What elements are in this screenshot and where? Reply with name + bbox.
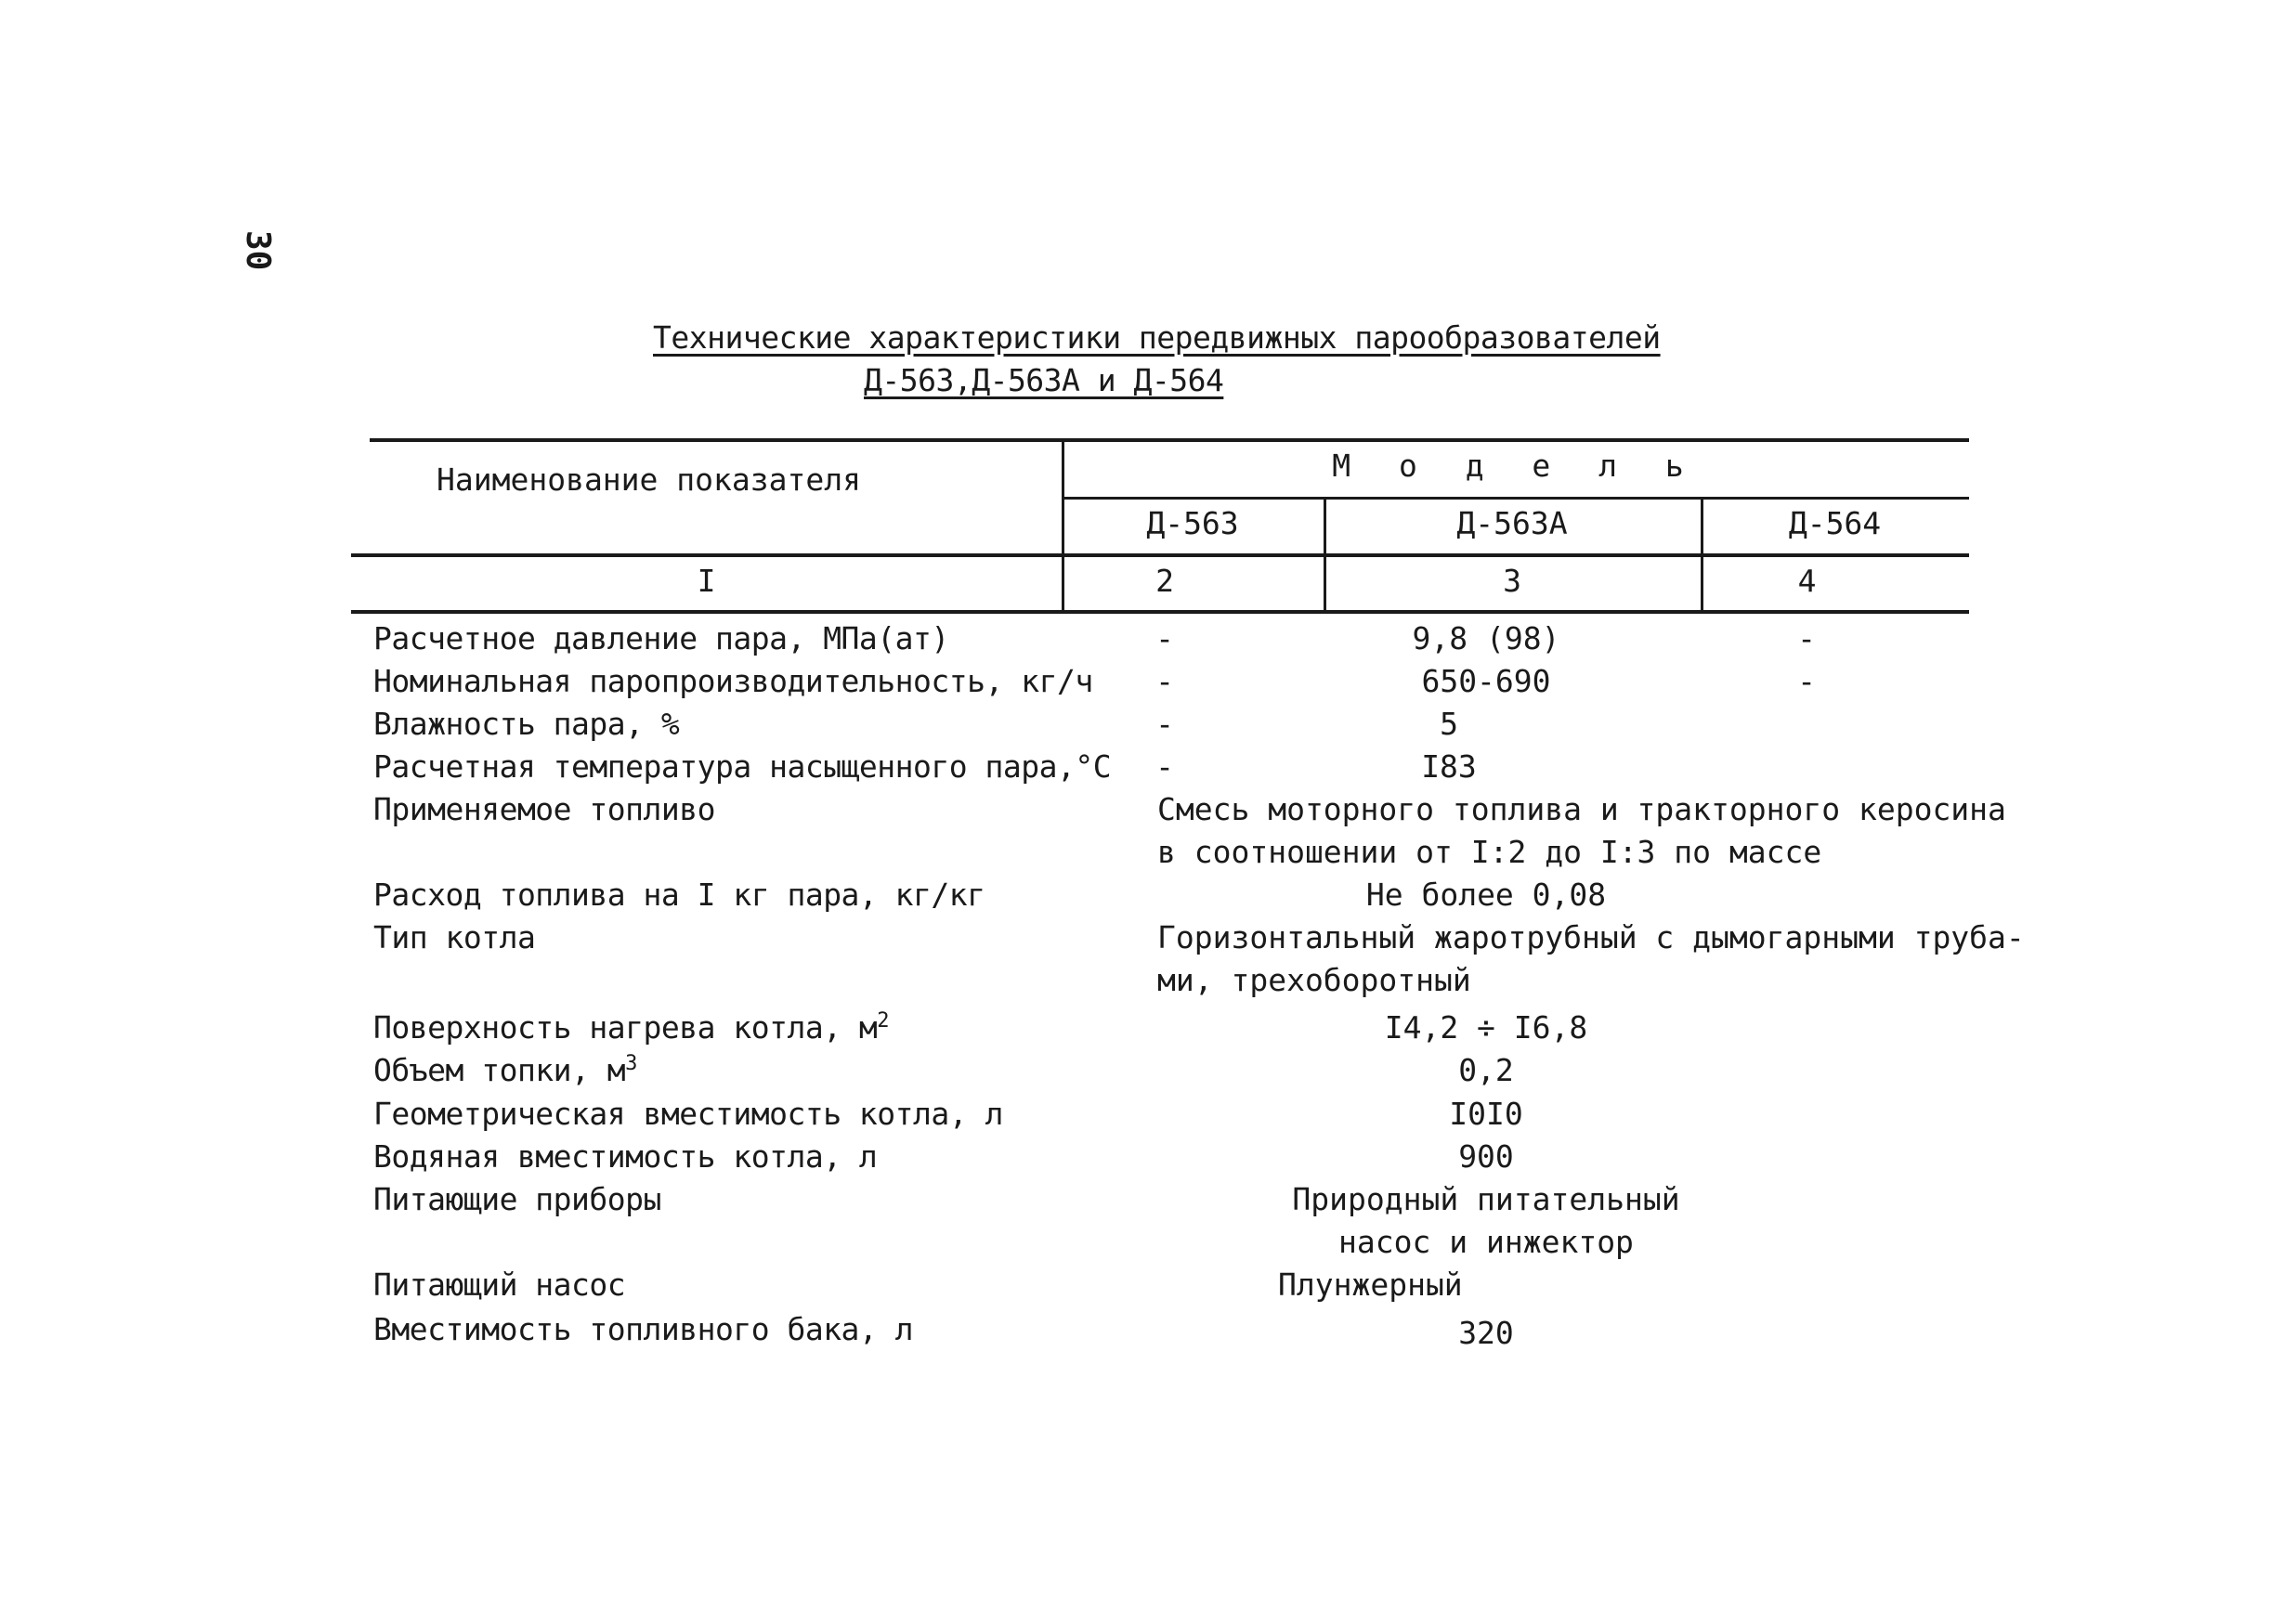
row-label-heating-surface [373, 1009, 889, 1046]
page-number: 30 [239, 230, 277, 271]
row-label-capacity: Номинальная паропроизводительность, кг/ч [373, 663, 1093, 699]
col-number-2: 2 [1155, 563, 1174, 599]
col-number-1: I [697, 563, 716, 599]
temperature-label-text: Расчетная температура насыщенного пара, [373, 748, 1076, 785]
row-label-feed-pump: Питающий насос [373, 1267, 626, 1303]
furnace-volume-label-text: Объем топки, м [373, 1052, 626, 1088]
row-label-furnace-volume [373, 1052, 637, 1088]
value-pressure-d563: - [1155, 620, 1174, 656]
value-boiler-type-line2: ми, трехоборотный [1157, 962, 1471, 998]
value-fuel-line2: в соотношении от I:2 до I:3 по массе [1157, 834, 1822, 870]
value-feed-devices-line2: насос и инжектор [1338, 1224, 1634, 1260]
row-label-fuel: Применяемое топливо [373, 791, 715, 827]
header-rule [351, 553, 1969, 557]
temperature-unit: °C [1075, 748, 1112, 785]
value-pressure-d563a: 9,8 (98) [1412, 620, 1560, 656]
value-heating-surface: I4,2 ÷ I6,8 [1384, 1009, 1588, 1046]
row-label-fuel-tank: Вместимость топливного бака, л [373, 1311, 914, 1347]
row-label-fuel-consumption: Расход топлива на I кг пара, кг/кг [373, 877, 985, 913]
heating-surface-label-text: Поверхность нагрева котла, м [373, 1009, 878, 1046]
value-furnace-volume: 0,2 [1458, 1052, 1514, 1088]
header-indicator: Наименование показателя [437, 461, 861, 498]
value-capacity-d563: - [1155, 663, 1174, 699]
value-temperature-d563a: I83 [1421, 748, 1477, 785]
row-label-water-capacity: Водяная вместимость котла, л [373, 1138, 878, 1175]
value-pressure-d564: - [1797, 620, 1816, 656]
header-model: М о д е л ь [1332, 448, 1699, 484]
model-rule [1062, 497, 1969, 500]
value-fuel-line1: Смесь моторного топлива и тракторного керосина [1157, 791, 2006, 827]
table-title-line1: Технические характеристики передвижных парообразователей [653, 319, 1661, 356]
row-label-boiler-type: Тип котла [373, 919, 536, 955]
header-model-d563a: Д-563А [1456, 505, 1568, 541]
furnace-volume-sup: 3 [625, 1052, 637, 1075]
value-capacity-d564: - [1797, 663, 1816, 699]
value-feed-pump: Плунжерный [1278, 1267, 1463, 1303]
value-feed-devices-line1: Природный питательный [1292, 1181, 1680, 1217]
value-geometric-capacity: I0I0 [1449, 1096, 1523, 1132]
col-number-3: 3 [1503, 563, 1521, 599]
value-capacity-d563a: 650-690 [1421, 663, 1551, 699]
row-label-temperature [373, 748, 1111, 785]
value-boiler-type-line1: Горизонтальный жаротрубный с дымогарными труба- [1157, 919, 2025, 955]
row-label-geometric-capacity: Геометрическая вместимость котла, л [373, 1096, 1003, 1132]
value-humidity-d563a: 5 [1440, 706, 1458, 742]
top-rule [370, 438, 1969, 442]
header-model-d564: Д-564 [1788, 505, 1882, 541]
value-water-capacity: 900 [1458, 1138, 1514, 1175]
value-temperature-d563: - [1155, 748, 1174, 785]
row-label-pressure: Расчетное давление пара, МПа(ат) [373, 620, 949, 656]
value-fuel-tank: 320 [1458, 1315, 1514, 1351]
numbers-rule [351, 610, 1969, 614]
row-label-humidity: Влажность пара, % [373, 706, 680, 742]
value-fuel-consumption: Не более 0,08 [1365, 877, 1607, 913]
value-humidity-d563: - [1155, 706, 1174, 742]
row-label-feed-devices: Питающие приборы [373, 1181, 661, 1217]
header-model-d563: Д-563 [1146, 505, 1239, 541]
table-title-line2: Д-563,Д-563А и Д-564 [864, 362, 1224, 398]
heating-surface-sup: 2 [877, 1009, 890, 1033]
col-number-4: 4 [1797, 563, 1817, 599]
